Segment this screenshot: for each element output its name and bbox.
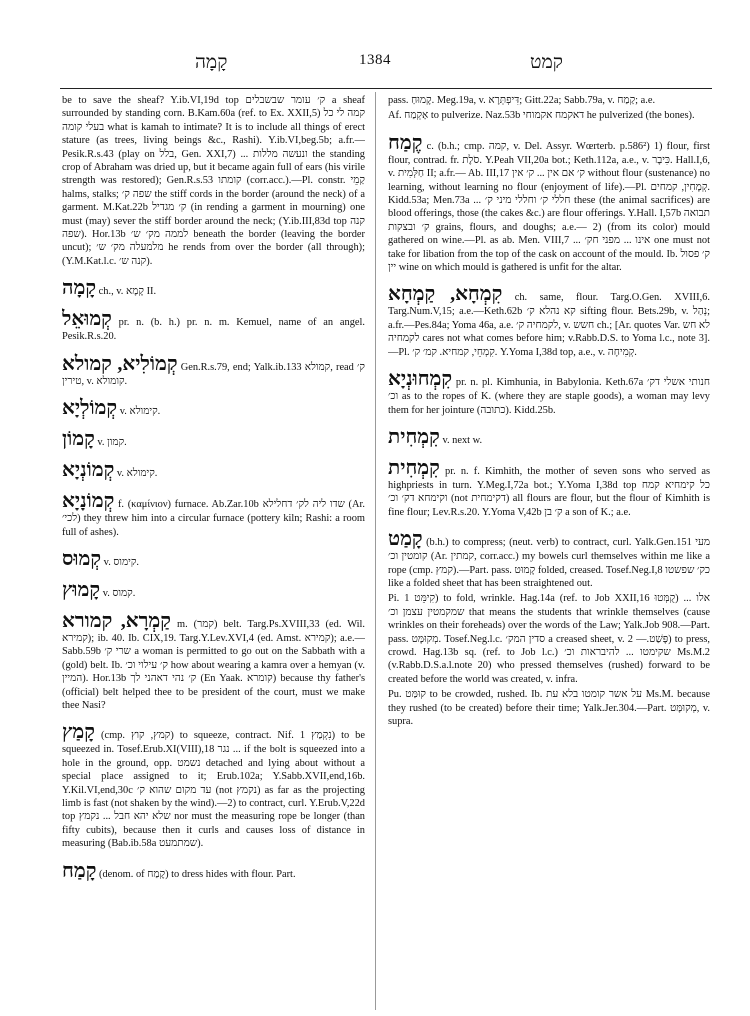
dictionary-entry <box>388 132 710 275</box>
entry-headword: קָמָה <box>62 277 97 300</box>
page-number: 1384 <box>359 52 391 68</box>
dictionary-entry <box>62 459 365 481</box>
entry-headword: קְמוֹלִיא, קמולא <box>62 352 178 375</box>
dictionary-entry <box>388 368 710 417</box>
dictionary-entry <box>388 592 710 686</box>
dictionary-entry <box>388 426 710 448</box>
entry-headword: קָמַץ <box>62 721 95 744</box>
entry-text: v. next w. <box>442 434 483 446</box>
entry-text: m. (קמר) belt. Targ.Ps.XVIII,33 (ed. Wil. קמירא); ib. 40. Ib. CIX,19. Targ.Y.Lev.XVI,4 (ed. Amst. קמירא); a.e.—Sabb.59b שרי ק׳ a woman is permitted to go out on the Sabbath with a (gold) belt. Ib. ק׳ עילוי וכ׳ how about wearing a kamra over a hemyan (v. המיין). Hor.13b ק׳ נהי דאהני לך (En Yaak. קומרא) because thy father's (official) belt helped thee to be president of the court, must we make thee Nasi? <box>62 618 365 711</box>
dictionary-entry <box>62 397 365 419</box>
right-column <box>388 94 710 1010</box>
left-column <box>62 94 365 1010</box>
entry-text: Af. אַקְמַח to pulverize. Naz.53b דאקמח אקמוחי he pulverized (the bones). <box>388 110 695 122</box>
dictionary-entry <box>388 109 710 122</box>
entry-text: pass. קָמוּחַ. Meg.19a, v. דִּיפְתְּרָא; Gitt.22a; Sabb.79a, v. קַמַח; a.e. <box>388 95 656 106</box>
entry-text: Pi. קִימֵּט 1) to fold, wrinkle. Hag.14a (ref. to Job XXII,16 קֻמְּטוּ) אלו ... שמקמטין עצמן וכ׳ that means the students that wrinkle themselves (cause wrinkles on their foreheads) over the words of the Law; Yalk.Job 908.—Part. pass. מְקוּמָּט. Tosef.Neg.l.c. סדין המק׳ a creased sheet, v. פָּשַׁט.— 2) to press, crowd. Hag.13b sq. (ref. to Job l.c.) שקימטו ... להיבראות וכ׳ Ms.M.2 (v.Rabb.D.S.a.l.note 20) who pressed themselves (rushed) forward to be created before the world was created, v. infra. <box>388 593 710 685</box>
entry-headword: קָמוּץ <box>62 578 101 601</box>
entry-headword: קְמוֹלְיָא <box>62 397 118 420</box>
entry-text: c. (b.h.; cmp. קמה, v. Del. Assyr. Wœrterb. p.586²) 1) flour, first flour, contrad. fr. סֹלֶת. Y.Peah VII,20a bot.; Keth.112a, a.e., v. כִּיבָר. Hall.I,6, v. חַלְּמִית II; a.fr.— Ab. III,17 ק׳ אם אין ... ק׳ אין without flour (sustenance) no learning, without learning no flour (enjoyment of life).—Pl. קְמָחִין, קמחים. Kidd.53a; Men.73a ... חללי ק׳ וחללי מיני ק׳ these (the animal sacrifices) are blood offerings, those (the cakes &c.) are flour offerings. Y.Hall. I,57b תבואה ק׳ ובצקות grains, flours, and doughs; a.e.— 2) (from its color) mould gathered on wine.—Pl. as ab. Men. VIII,7 ... אינו ... מפני חק׳ one must not take for libation from the top of the cask on account of the mould. Ib. ק׳ פסול יין wine on which mould is gathered is unfit for the altar. <box>388 140 710 274</box>
dictionary-entry <box>62 277 365 299</box>
entry-text: pr. n. (b. h.) pr. n. m. Kemuel, name of an angel. Pesik.R.s.20. <box>62 317 365 343</box>
entry-text: ch. same, flour. Targ.O.Gen. XVIII,6. Targ.Num.V,15; a.e.—Keth.62b קא נהלא ק׳ sifting flour. Bets.29b, v. נְהַל; a.fr.—Pes.84a; Yoma 46a, a.e. לקמחיה ק׳, v. חשש ch.; [Ar. quotes Var. לא חש לקמחיה cares not what comes before him; v.Rabb.D.S. to Yoma l.c., note 3].—Pl. קִמְחֵי, קמחיא. קמ׳ ק׳. Y.Yoma I,38d top, a.e., v. קְמִיחָה. <box>388 292 710 358</box>
dictionary-entry <box>62 428 365 450</box>
dictionary-entry <box>388 528 710 590</box>
entry-headword: קֶמַח <box>388 131 423 154</box>
entry-text: (cmp. קמץ, קוץ) to squeeze, contract. Nif. נִקְמַץ 1) to be squeezed in. Tosef.Erub.XI(VIII),18 נגר ... if the bolt is squeezed into a hole in the ground, opp. נשמט detached and lying about without a special place assigned to it; Erub.102a; Y.Sabb.XVII,end,16b. Y.Kil.VI,end,30c עד מקום שהוא ק׳ (not נקמץ) as far as the projecting limb is fast (not shaken by the wind).—2) to contract, curl. Y.Erub.V,22d top שלא יהא חבל ... נקמץ nor must the measuring rope be longer (than fifty cubits), because then it curls and causes loss of distance in measuring (Bab.ib.58a שמתמעט). <box>62 730 365 850</box>
entry-text: v. קימוס. <box>103 556 140 568</box>
left-running-headword: קָמָה <box>195 52 228 73</box>
entry-headword: קְמוֹנְיָא <box>62 459 115 482</box>
entry-text: pr. n. f. Kimhith, the mother of seven sons who served as highpriests in turn. Y.Meg.I,72a bot.; Y.Yoma I,38d top כל קימחיא קמח וקימחא דק׳ וכ׳ (not דקימחית) all flours are flour, but the flour of Kimhith is fine flour; Lev.R.s.20. Y.Yoma V,42b ק׳ בן a son of K.; a.e. <box>388 465 710 518</box>
dictionary-entry <box>62 308 365 343</box>
entry-text: (denom. of קֶמַח) to dress hides with flour. Part. <box>99 868 296 880</box>
dictionary-entry <box>62 490 365 539</box>
entry-text: ch., v. קָמָא II. <box>98 286 157 298</box>
entry-text: be to save the sheaf? Y.ib.VI,19d top ק׳ עומר שבשבלים a sheaf surrounded by standing corn. B.Kam.60a (ref. to Ex. XXII,5) קמה לי כל בעלי קומה what is kamah to intimate? It is to include all things of erect stature (as trees, living beings &c., Rashi). Y.ib.VI,beg.5b; a.fr.— Pesik.R.s.43 (play on בלל, Gen. XXI,7) ... ונעשה מללות the standing crop of Abraham was dried up, but it became again full of ears (his virile strength was restored); Gen.R.s.53 קומתו (corr.acc.).—Pl. constr. קַמֵי halms, stalks; שפה ק׳ the stiff cords in the border (around the neck) of a garment. M.Kat.22b ק׳ מגדיל (in rending a garment in mourning) one must (may) sever the stiff border around the neck; (Y.ib.III,83d top קנה שפה). Hor.13b לממה מק׳ ש׳ beneath the border (leaving the border uncut); מלמעלה מק׳ ש׳ he rends from over the border (all through); (Y.M.Kat.l.c. קנה ש׳). <box>62 95 365 267</box>
dictionary-entry <box>388 283 710 359</box>
dictionary-entry <box>62 353 365 388</box>
entry-text: v. קימולא. <box>116 468 158 480</box>
entry-text: v. קמוס. <box>102 587 136 599</box>
entry-headword: קְמוּס <box>62 547 102 570</box>
entry-text: Gen.R.s.79, end; Yalk.ib.133 קמולא, read ק׳ טירין, v. קומולא. <box>62 361 365 387</box>
dictionary-entry <box>62 721 365 850</box>
entry-headword: קַמְרָא, קמורא <box>62 609 171 632</box>
dictionary-entry <box>388 457 710 519</box>
page-header <box>0 52 750 82</box>
dictionary-entry <box>388 94 710 107</box>
entry-text: pr. n. pl. Kimhunia, in Babylonia. Keth.67a חנותי אשלי דק׳ וכ׳ as to the ropes of K. (where they are staple goods), a woman may levy them for her jointure (כתובה). Kidd.25b. <box>388 377 710 416</box>
column-separator <box>375 92 376 1010</box>
right-running-headword: קמט <box>530 52 563 73</box>
dictionary-entry <box>62 610 365 712</box>
entry-text: v. קימולא. <box>119 406 161 418</box>
entry-headword: קְמוּאֵל <box>62 308 112 331</box>
entry-headword: קָמַח <box>62 859 97 882</box>
entry-text: (b.h.) to compress; (neut. verb) to contract, curl. Yalk.Gen.151 מעי קומטין וכ׳ (Ar. קמתין, corr.acc.) my bowels curl themselves within me like a rope (cmp. קמץ).—Part. pass. קָמוּט folded, creased. Tosef.Neg.I,8 כק׳ שפשטו like a folded sheet that has been straightened out. <box>388 537 710 589</box>
dictionary-entry <box>62 94 365 268</box>
entry-headword: קָמוֹן <box>62 428 95 451</box>
header-rule <box>60 88 712 89</box>
entry-text: v. קמון. <box>97 437 127 449</box>
dictionary-entry <box>62 579 365 601</box>
dictionary-entry <box>62 548 365 570</box>
entry-headword: קָמַט <box>388 528 423 551</box>
entry-text: f. (καμίνιον) furnace. Ab.Zar.10b שדו ליה לק׳ דחלילא (Ar. לכי׳) they threw him into a circular furnace (pottery kiln; Rashi: a room full of ashes). <box>62 499 365 538</box>
entry-headword: קִמְחִית <box>388 456 440 479</box>
entry-headword: קִמְחוּנְיָא <box>388 368 453 391</box>
entry-headword: קִמְחִית <box>388 425 440 448</box>
entry-text: Pu. קוּמַּט to be crowded, rushed. Ib. על אשר קומטו בלא עת Ms.M. because they rushed (to be created) before their time; Yalk.Jer.304.—Part. מְקוּמָּט, v. supra. <box>388 689 710 727</box>
dictionary-entry <box>62 860 365 882</box>
entry-headword: קְמוֹנָיָא <box>62 490 115 513</box>
entry-headword: קִמְחָא, קַמְחָא <box>388 283 503 306</box>
dictionary-entry <box>388 688 710 728</box>
